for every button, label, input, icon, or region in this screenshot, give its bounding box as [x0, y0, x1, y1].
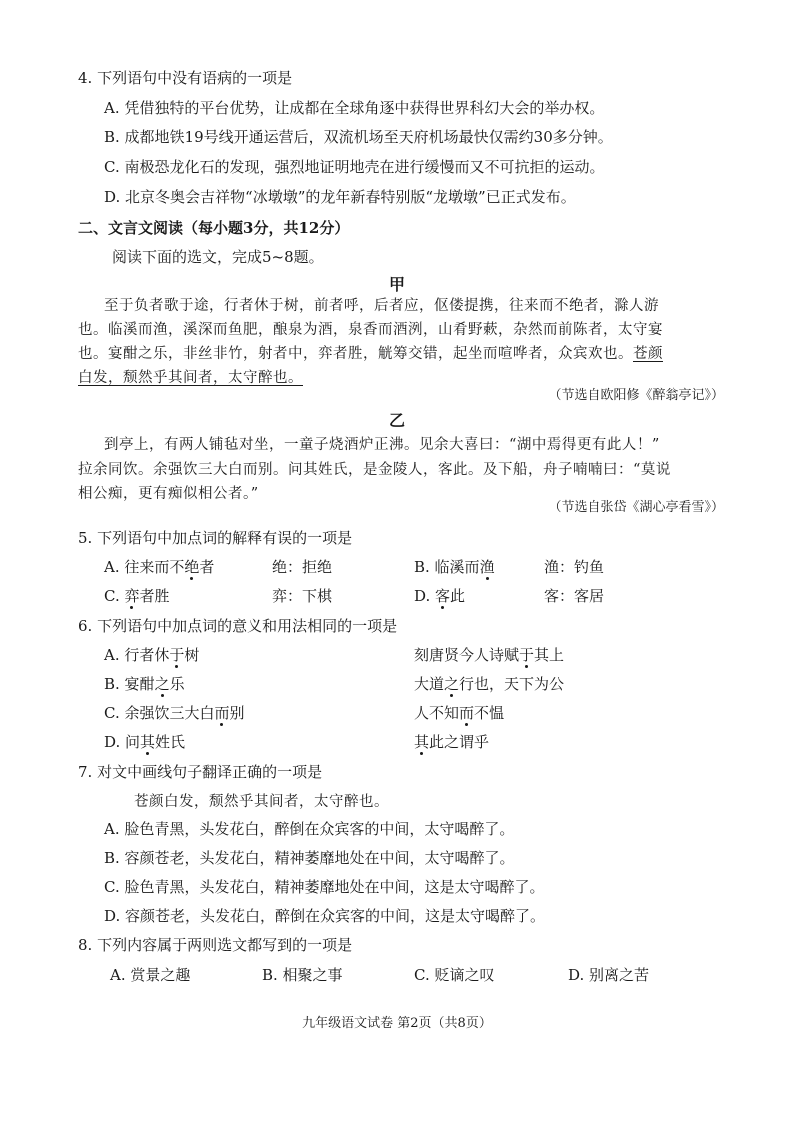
underlined-sentence-start: 苍颜 [633, 346, 663, 362]
q7-quote: 苍颜白发，颓然乎其间者，太守醉也。 [134, 794, 389, 810]
passage-yi-title: 乙 [388, 411, 405, 430]
passage-jia-source: （节选自欧阳修《醉翁亭记》） [548, 388, 724, 403]
q5-option-d-gloss: 客：客居 [544, 587, 605, 605]
dotted-word: 而 [214, 704, 230, 722]
section2-heading: 二、文言文阅读（每小题3分，共12分） [78, 219, 350, 237]
q7-stem: 7. 对文中画线句子翻译正确的一项是 [78, 763, 323, 781]
q5-option-b: B. 临溪而渔 [414, 558, 495, 576]
dotted-word: 其 [140, 733, 156, 751]
passage-jia-line2: 也。临溪而渔，溪深而鱼肥，酿泉为酒，泉香而酒洌，山肴野蔌，杂然而前陈者，太守宴 [78, 322, 663, 338]
dotted-word: 渔 [479, 558, 495, 576]
passage-jia-line1: 至于负者歌于途，行者休于树，前者呼，后者应，伛偻提携，往来而不绝者，滁人游 [104, 298, 659, 314]
q7-option-b: B. 容颜苍老，头发花白，精神萎靡地处在中间，太守喝醉了。 [104, 849, 515, 867]
passage-yi-line2: 拉余同饮。余强饮三大白而别。问其姓氏，是金陵人，客此。及下船，舟子喃喃曰：“莫说 [78, 462, 671, 478]
q5-option-b-gloss: 渔：钓鱼 [544, 558, 605, 576]
dotted-word: 客 [435, 587, 451, 605]
q8-option-a: A. 赏景之趣 [110, 966, 191, 984]
q6-option-d: D. 问其姓氏 [104, 733, 186, 751]
passage-yi-source: （节选自张岱《湖心亭看雪》） [548, 500, 724, 515]
q6-option-a: A. 行者休于树 [104, 646, 200, 664]
passage-jia-title: 甲 [388, 275, 405, 294]
q7-option-c: C. 脸色青黑，头发花白，精神萎靡地处在中间，这是太守喝醉了。 [104, 878, 545, 896]
q6-option-b: B. 宴酣之乐 [104, 675, 185, 693]
q6-option-c-compare: 人不知而不愠 [414, 704, 505, 722]
passage-yi-line3: 相公痴，更有痴似相公者。” [78, 486, 259, 502]
q5-option-c: C. 弈者胜 [104, 587, 170, 605]
q4-stem: 4. 下列语句中没有语病的一项是 [78, 69, 293, 87]
q5-option-a-gloss: 绝：拒绝 [272, 558, 333, 576]
q8-stem: 8. 下列内容属于两则选文都写到的一项是 [78, 936, 353, 954]
dotted-word: 弈 [124, 587, 140, 605]
passage-jia-line3-text: 也。宴酣之乐，非丝非竹，射者中，弈者胜，觥筹交错，起坐而喧哗者，众宾欢也。 [78, 346, 633, 362]
q5-option-c-gloss: 弈：下棋 [272, 587, 333, 605]
q7-option-a: A. 脸色青黑，头发花白，醉倒在众宾客的中间，太守喝醉了。 [104, 820, 515, 838]
q4-option-a: A. 凭借独特的平台优势，让成都在全球角逐中获得世界科幻大会的举办权。 [104, 99, 605, 117]
q4-option-c: C. 南极恐龙化石的发现，强烈地证明地壳在进行缓慢而又不可抗拒的运动。 [104, 158, 605, 176]
dotted-word: 之 [154, 675, 170, 693]
dotted-word: 于 [169, 646, 185, 664]
q8-option-c: C. 贬谪之叹 [414, 966, 495, 984]
q5-stem: 5. 下列语句中加点词的解释有误的一项是 [78, 529, 353, 547]
dotted-word: 绝 [184, 558, 200, 576]
q8-option-b: B. 相聚之事 [262, 966, 343, 984]
underlined-sentence-end: 白发，颓然乎其间者，太守醉也。 [78, 370, 303, 386]
dotted-word: 于 [519, 646, 535, 664]
dotted-word: 其 [414, 733, 430, 751]
q8-option-d: D. 别离之苦 [568, 966, 650, 984]
q6-option-c: C. 余强饮三大白而别 [104, 704, 245, 722]
passage-jia-line3 [78, 344, 663, 364]
q7-option-d: D. 容颜苍老，头发花白，醉倒在众宾客的中间，这是太守喝醉了。 [104, 907, 546, 925]
q6-option-d-compare: 其此之谓乎 [414, 733, 490, 751]
q5-option-d: D. 客此 [414, 587, 466, 605]
section2-instruction: 阅读下面的选文，完成5~8题。 [112, 248, 324, 266]
q6-option-a-compare: 刻唐贤今人诗赋于其上 [414, 646, 565, 664]
q5-option-a: A. 往来而不绝者 [104, 558, 215, 576]
page-footer: 九年级语文试卷 第2页（共8页） [302, 1016, 492, 1031]
q6-option-b-compare: 大道之行也，天下为公 [414, 675, 565, 693]
passage-yi-line1: 到亭上，有两人铺毡对坐，一童子烧酒炉正沸。见余大喜曰：“湖中焉得更有此人！” [104, 437, 660, 453]
q4-option-d: D. 北京冬奥会吉祥物“冰墩墩”的龙年新春特别版“龙墩墩”已正式发布。 [104, 188, 576, 206]
q6-stem: 6. 下列语句中加点词的意义和用法相同的一项是 [78, 617, 398, 635]
q4-option-b: B. 成都地铁19号线开通运营后，双流机场至天府机场最快仅需约30多分钟。 [104, 128, 613, 146]
dotted-word: 之 [444, 675, 460, 693]
dotted-word: 而 [459, 704, 475, 722]
